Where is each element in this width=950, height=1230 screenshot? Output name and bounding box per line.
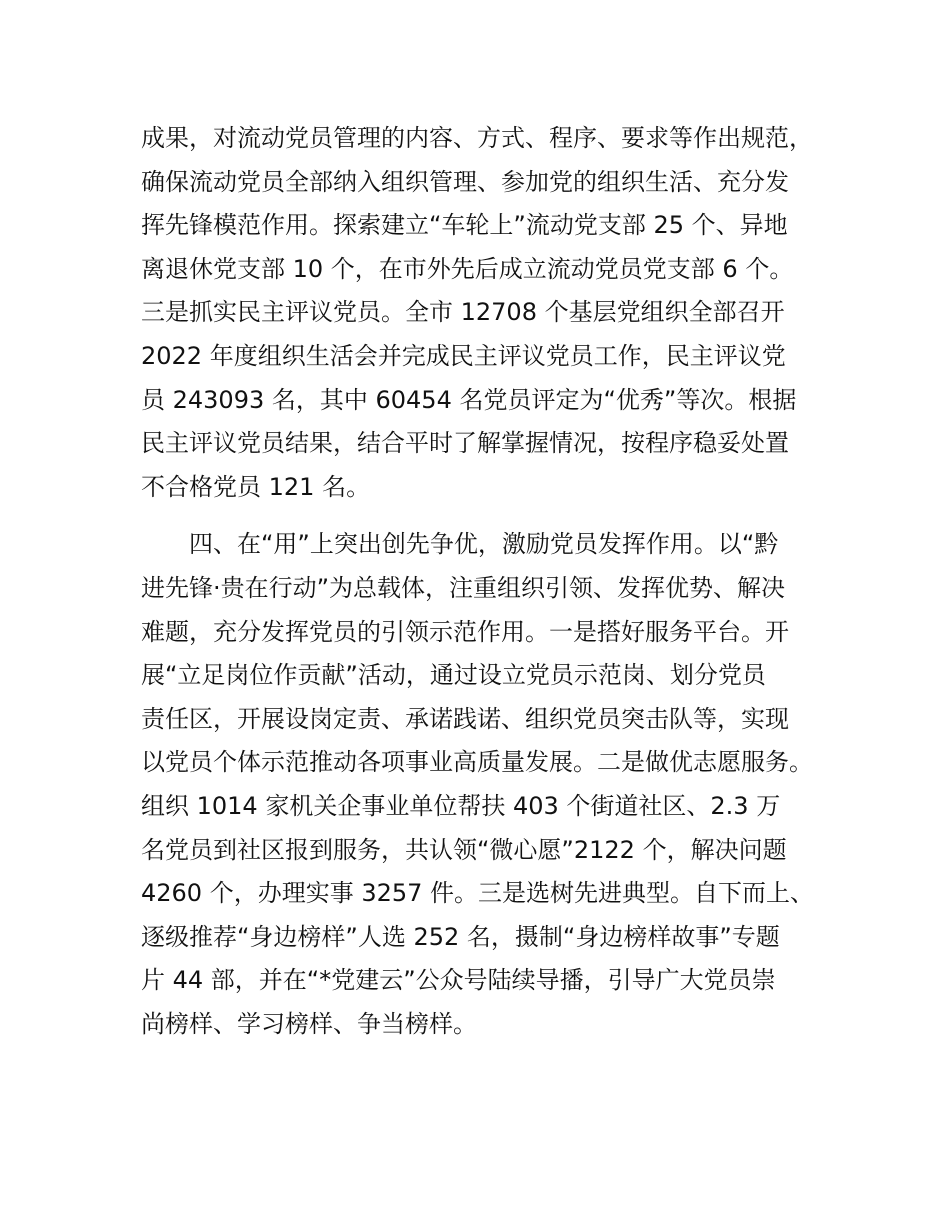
text-line: 2022 年度组织生活会并完成民主评议党员工作，民主评议党 xyxy=(141,341,786,370)
text-line: 尚榜样、学习榜样、争当榜样。 xyxy=(141,1009,477,1038)
text-line: 确保流动党员全部纳入组织管理、参加党的组织生活、充分发 xyxy=(141,167,789,196)
text-line: 4260 个，办理实事 3257 件。三是选树先进典型。自下而上、 xyxy=(141,879,815,908)
text-line: 员 243093 名，其中 60454 名党员评定为“优秀”等次。根据 xyxy=(141,385,797,414)
text-line: 逐级推荐“身边榜样”人选 252 名，摄制“身边榜样故事”专题 xyxy=(141,922,780,951)
paragraph-2 xyxy=(141,523,841,1046)
text-line: 三是抓实民主评议党员。全市 12708 个基层党组织全部召开 xyxy=(141,298,785,327)
text-line: 以党员个体示范推动各项事业高质量发展。二是做优志愿服务。 xyxy=(141,748,813,777)
text-line: 组织 1014 家机关企事业单位帮扶 403 个街道社区、2.3 万 xyxy=(141,791,781,820)
paragraph-gap xyxy=(141,509,841,523)
text-line-first-indented: 四、在“用”上突出创先争优，激励党员发挥作用。以“黔 xyxy=(189,530,779,559)
text-line: 名党员到社区报到服务，共认领“微心愿”2122 个，解决问题 xyxy=(141,835,787,864)
text-line: 成果，对流动党员管理的内容、方式、程序、要求等作出规范， xyxy=(141,124,813,152)
text-line: 民主评议党员结果，结合平时了解掌握情况，按程序稳妥处置 xyxy=(141,429,789,458)
text-line: 离退休党支部 10 个，在市外先后成立流动党员党支部 6 个。 xyxy=(141,254,794,283)
text-line: 难题，充分发挥党员的引领示范作用。一是搭好服务平台。开 xyxy=(141,617,789,646)
document-body xyxy=(141,117,841,1046)
text-line: 不合格党员 121 名。 xyxy=(141,472,371,501)
text-line: 片 44 部，并在“*党建云”公众号陆续导播，引导广大党员崇 xyxy=(141,966,776,995)
text-line: 挥先锋模范作用。探索建立“车轮上”流动党支部 25 个、异地 xyxy=(141,211,788,240)
text-line: 展“立足岗位作贡献”活动，通过设立党员示范岗、划分党员 xyxy=(141,661,766,690)
text-line: 责任区，开展设岗定责、承诺践诺、组织党员突击队等，实现 xyxy=(141,704,789,733)
paragraph-1 xyxy=(141,117,841,509)
text-line: 进先锋·贵在行动”为总载体，注重组织引领、发挥优势、解决 xyxy=(141,573,786,602)
